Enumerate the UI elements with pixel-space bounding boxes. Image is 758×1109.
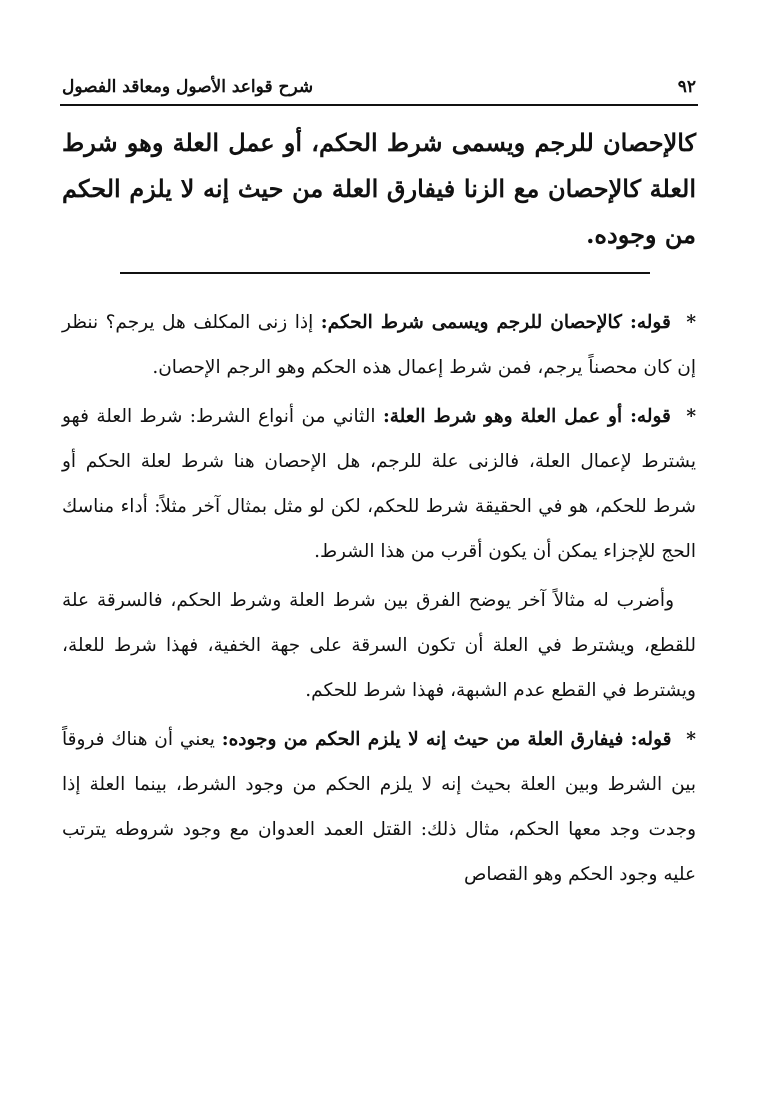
header-divider: [60, 104, 698, 106]
commentary-paragraph: [62, 394, 696, 574]
page-header: [62, 74, 696, 100]
asterisk-marker: *: [686, 729, 696, 750]
quoted-phrase: قوله: أو عمل العلة وهو شرط العلة:: [382, 406, 671, 427]
commentary-paragraph: [62, 717, 696, 897]
section-divider: [120, 272, 650, 274]
commentary-text: إذا زنى المكلف هل يرجم؟ ننظر إن كان محصناً يرجم، فمن شرط إعمال هذه الحكم وهو الرجم الإحصان.: [62, 312, 696, 378]
asterisk-marker: *: [686, 406, 696, 427]
commentary-text: وأضرب له مثالاً آخر يوضح الفرق بين شرط العلة وشرط الحكم، فالسرقة علة للقطع، ويشترط في العلة أن تكون السرقة على جهة الخفية، فهذا شرط للعلة، ويشترط في القطع عدم الشبهة، فهذا شرط للحكم.: [62, 590, 696, 701]
page-number: ٩٢: [677, 77, 696, 97]
commentary-paragraph: [62, 300, 696, 390]
commentary-paragraph: [62, 578, 696, 713]
running-title: شرح قواعد الأصول ومعاقد الفصول: [62, 77, 314, 97]
commentary-text: الثاني من أنواع الشرط: شرط العلة فهو يشترط لإعمال العلة، فالزنى علة للرجم، هل الإحصان هنا شرط لعلة الحكم أو شرط للحكم، هو في الحقيقة شرط للحكم، لكن لو مثل بمثال آخر مثلاً: أداء مناسك الحج للإجزاء يمكن أن يكون أقرب من هذا الشرط.: [62, 406, 696, 562]
quoted-phrase: قوله: فيفارق العلة من حيث إنه لا يلزم الحكم من وجوده:: [221, 729, 672, 750]
main-text-block: [62, 120, 696, 258]
commentary-text: يعني أن هناك فروقاً بين الشرط وبين العلة بحيث إنه لا يلزم الحكم من وجود الشرط، بينما العلة إذا وجدت وجد معها الحكم، مثال ذلك: القتل العمد العدوان مع وجود شروطه يترتب عليه وجود الحكم وهو القصاص: [62, 729, 696, 885]
commentary-block: [62, 300, 696, 901]
main-text: كالإحصان للرجم ويسمى شرط الحكم، أو عمل العلة وهو شرط العلة كالإحصان مع الزنا فيفارق العلة من حيث إنه لا يلزم الحكم من وجوده.: [62, 128, 696, 249]
quoted-phrase: قوله: كالإحصان للرجم ويسمى شرط الحكم:: [320, 312, 671, 333]
asterisk-marker: *: [686, 312, 696, 333]
